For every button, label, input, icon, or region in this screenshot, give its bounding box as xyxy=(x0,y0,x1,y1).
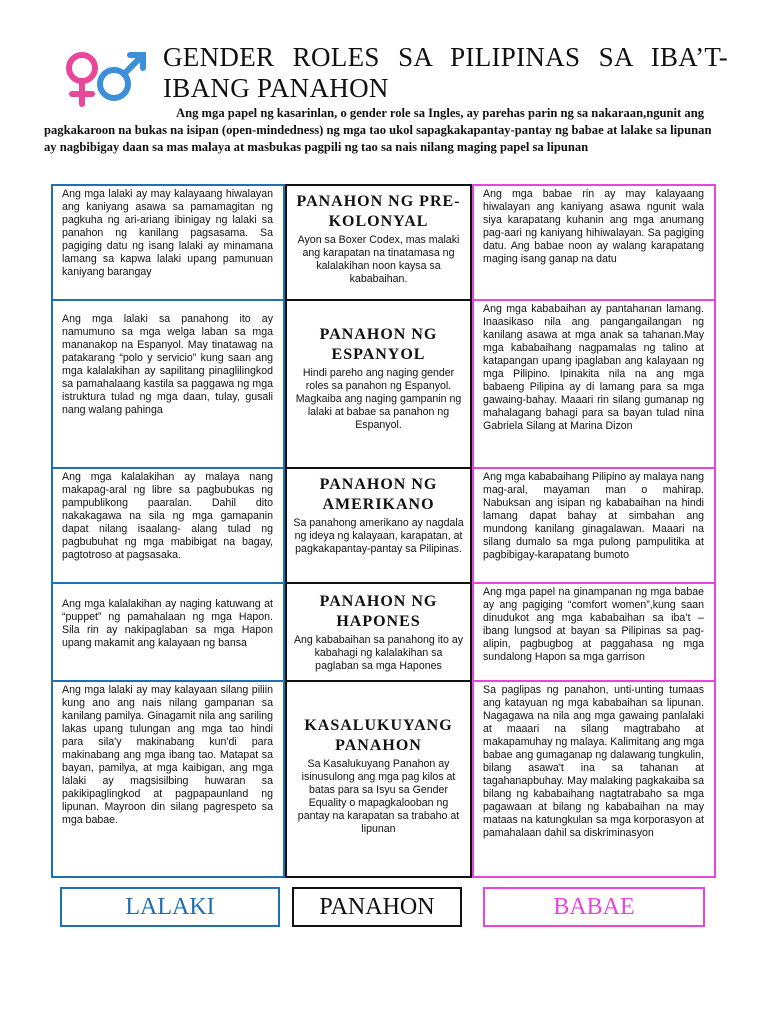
era-cell-kasalukuyan xyxy=(285,680,472,878)
era-description: Sa panahong amerikano ay nagdala ng ideya ng kalayaan, karapatan, at pagkakapantay-pantay sa Pilipinas. xyxy=(293,517,464,555)
intro-paragraph: Ang mga papel ng kasarinlan, o gender role sa Ingles, ay parehas parin ng sa nakaraan,ngunit ang pagkakaroon na bukas na isipan (open-mindedness) ng mga tao ukol sapagkakapantay-pantay ng babae at lalake sa lipunan ay nagbibigay daan sa mas malaya at masbukas pagpili ng tao sa nais nilang maging papel sa lipunan xyxy=(44,106,712,154)
lalaki-cell-pre-kolonyal: Ang mga lalaki ay may kalayaang hiwalayan ang kaniyang asawa sa pamamagitan ng pagkuha ng ari-ariang ibinigay ng lalaki sa panahon ng kanilang pagsasama. Sa pagiging datu ng isang lalaki ay minamana lamang sa kapwa lalaki upang pamunuan kaniyang barangay xyxy=(51,184,285,301)
male-symbol-icon xyxy=(100,55,143,98)
era-title: PANAHON NG ESPANYOL xyxy=(319,326,438,363)
babae-cell-espanyol: Ang mga kababaihan ay pantahanan lamang. Inaasikaso nila ang pangangailangan ng kanilang asawa at mga anak sa tahanan.May mga kababaihang nagpamalas ng talino at katapangan upang ipaglaban ang kalayaan ng mga Pilipino. Ipinakita nila na ang mga babaeng Pilipina ay di lamang para sa mga gawaing-bahay. Maaari rin silang gumanap ng mahalagang bahagi para sa bayan tulad nina Gabriela Silang at Marina Dizon xyxy=(472,299,716,469)
lalaki-cell-amerikano: Ang mga kalalakihan ay malaya nang makapag-aral ng libre sa pagbubukas ng pampublikong paaralan. Dahil dito nakakagawa na sila ng mga gamapanin dapat nilang isaalang- alang tulad ng pagbubuhat ng mga mabibigat na bagay, pagtotroso at pagsasaka. xyxy=(51,467,285,584)
page-title: GENDER ROLES SA PILIPINAS SA IBA’T-IBANG PANAHON xyxy=(163,42,728,103)
lalaki-cell-espanyol: Ang mga lalaki sa panahong ito ay namumuno sa mga welga laban sa mga mananakop na Espanyol. May tinatawag na patakarang “polo y servicio” kung saan ang mga kalalakihan ay sapilitang pinaglilingkod sa pamahalaang kastila sa paggawa ng mga istruktura tulad ng mga daan, tulay, gusali nang walang pahinga xyxy=(51,299,285,469)
era-title: KASALUKUYANG PANAHON xyxy=(304,717,453,754)
babae-cell-pre-kolonyal: Ang mga babae rin ay may kalayaang hiwalayan ang kaniyang asawa ngunit wala siya karapatang kuhanin ang mga anumang pag-aari ng kaniyang hihiwalayan. Sa pagiging datu. Ang babae noon ay walang karapatang maging isang ganap na datu xyxy=(472,184,716,301)
babae-cell-amerikano: Ang mga kababaihang Pilipino ay malaya nang mag-aral, mayaman man o mahirap. Nabuksan ang isipan ng kababaihan na hindi lamang dapat bahay at simbahan ang mundong kanilang ginagalawan. Maaari na silang dumalo sa mga pulong pampulitika at pagbibigay-karapatang bumoto xyxy=(472,467,716,584)
babae-cell-kasalukuyan: Sa paglipas ng panahon, unti-unting tumaas ang katayuan ng mga kababaihan sa lipunan. Nagagawa na nila ang mga gawaing panlalaki at maaari na silang magtrabaho at makapamuhay ng malaya. Kalimitang ang mga babae ang gumaganap ng dalawang tungkulin, bilang asawa't ina sa tahanan at tagahanapbuhay. May malaking pagkakaiba sa bilang ng kababaihang nagtatrabaho sa mga pagawaan at bilang ng kababaihan na may mataas na katungkulan sa mga korporasyon at pamahalaan dahil sa diskriminasyon xyxy=(472,680,716,878)
era-title: PANAHON NG HAPONES xyxy=(319,593,438,630)
era-description: Hindi pareho ang naging gender roles sa panahon ng Espanyol. Magkaiba ang naging gampanin ng lalaki at babae sa panahon ng Espanyol. xyxy=(295,367,462,431)
era-cell-espanyol xyxy=(285,299,472,469)
lalaki-cell-kasalukuyan: Ang mga lalaki ay may kalayaan silang piliin kung ano ang nais nilang gampanan sa kanilang pamilya. Ginagamit nila ang sariling lakas upang tulungan ang mga tao hindi para sila'y makinabang kun'di para makinabang ang mga ibang tao. Matapat sa bayan, pamilya, at mga kaibigan, ang mga lalaki ay magsisilbing huwaran sa pakikipaglingkod at pagpapaunland ng lipunan. Mayroon din silang pagrespeto sa mga babae. xyxy=(51,680,285,878)
female-symbol-icon xyxy=(69,55,95,104)
lalaki-label: LALAKI xyxy=(60,887,280,927)
babae-label: BABAE xyxy=(483,887,705,927)
era-cell-hapones xyxy=(285,582,472,682)
era-description: Ang kababaihan sa panahong ito ay kabahagi ng kalalakihan sa paglaban sa mga Hapones xyxy=(293,634,464,672)
era-cell-pre-kolonyal xyxy=(285,184,472,301)
panahon-label: PANAHON xyxy=(292,887,462,927)
era-description: Sa Kasalukuyang Panahon ay isinusulong ang mga pag kilos at batas para sa Isyu sa Gender Equality o mapagkalooban ng pantay na karapatan sa trabaho at lipunan xyxy=(297,758,460,835)
babae-cell-hapones: Ang mga papel na ginampanan ng mga babae ay ang pagiging “comfort women”,kung saan dinudukot ang mga kababaihan sa iba’t – ibang lungsod at bayan sa Pilipinas sa pag-alipin, pagbugbog at paggahasa ng mga sundalong Hapon sa mga garrison xyxy=(472,582,716,682)
era-title: PANAHON NG AMERIKANO xyxy=(319,476,438,513)
era-description: Ayon sa Boxer Codex, mas malaki ang karapatan na tinatamasa ng kalalakihan noon kaysa sa kababaihan. xyxy=(297,234,460,285)
era-cell-amerikano xyxy=(285,467,472,584)
gender-symbols-icon xyxy=(62,48,152,108)
lalaki-cell-hapones: Ang mga kalalakihan ay naging katuwang at “puppet” ng pamahalaan ng mga Hapon. Sila rin ay nakipaglaban sa mga Hapon upang makamit ang kalayaan ng bansa xyxy=(51,582,285,682)
era-title: PANAHON NG PRE-KOLONYAL xyxy=(296,193,461,230)
